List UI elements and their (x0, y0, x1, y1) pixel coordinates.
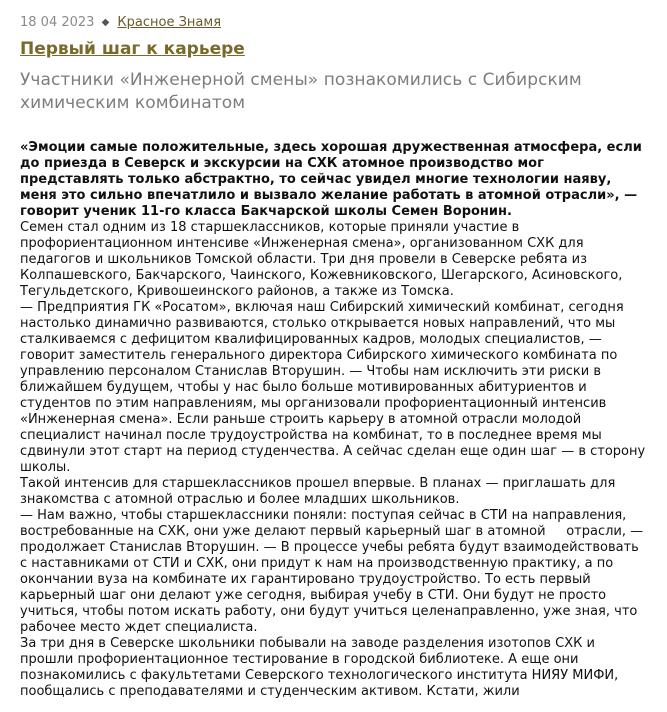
publish-date: 18 04 2023 (20, 15, 95, 30)
article-meta (20, 15, 647, 31)
article-paragraph: — Нам важно, чтобы старшеклассники поняли: поступая сейчас в СТИ на направления, востребованные на СХК, они уже делают первый карьерный шаг в атомной отрасли, — продолжает Станислав Вторушин. — В процессе учебы ребята будут взаимодействовать с наставниками от СТИ и СХК, они придут к нам на производственную практику, а по окончании вуза на комбинате их гарантировано трудоустройство. То есть первый карьерный шаг они делают уже сегодня, выбирая учебу в СТИ. Они будут не просто учиться, чтобы потом искать работу, они будут учиться целенаправленно, уже зная, что рабочее место ждет специалиста. (20, 508, 648, 635)
article-paragraph: За три дня в Северске школьники побывали на заводе разделения изотопов СХК и прошли профориентационное тестирование в городской библиотеке. А еще они познакомились с факультетами Северского технологического института НИЯУ МИФИ, пообщались с преподавателями и студенческим активом. Кстати, жили (20, 636, 619, 699)
article-paragraph: — Предприятия ГК «Росатом», включая наш Сибирский химический комбинат, сегодня настолько динамично развиваются, столько открывается новых направлений, что мы сталкиваемся с дефицитом квалифицированных кадров, молодых специалистов, — говорит заместитель генерального директора Сибирского химического комбината по управлению персоналом Станислав Вторушин. — Чтобы нам исключить эти риски в ближайшем будущем, чтобы у нас было больше мотивированных абитуриентов и студентов по этим направлениям, мы организовали профориентационный интенсив «Инженерная смена». Если раньше строить карьеру в атомной отрасли молодой специалист начинал после трудоустройства на комбинат, то в последнее время мы сдвинули этот старт на период студенчества. А сейчас сделан еще один шаг — в сторону школы. (20, 300, 646, 475)
article-title[interactable]: Первый шаг к карьере (20, 39, 245, 59)
article-paragraph: Семен стал одним из 18 старшеклассников, которые приняли участие в профориентационном интенсиве «Инженерная смена», организованном СХК для педагогов и школьников Томской области. Три дня провели в Северске ребята из Колпашевского, Бакчарского, Чаинского, Кожевниковского, Шегарского, Асиновского, Тегульдетского, Кривошеинского районов, а также из Томска. (20, 220, 623, 299)
diamond-separator-icon: ◆ (101, 17, 110, 28)
article-body (20, 220, 647, 700)
article-subtitle: Участники «Инженерной смены» познакомились с Сибирским химическим комбинатом (20, 70, 582, 113)
source-link[interactable]: Красное Знамя (117, 15, 222, 30)
article-lead: «Эмоции самые положительные, здесь хорошая дружественная атмосфера, если до приезда в Северск и экскурсии на СХК атомное производство мог представлять только абстрактно, то сейчас увидел многие технологии наяву, меня это сильно впечатлило и вызвало желание работать в атомной отрасли», — говорит ученик 11-го класса Бакчарской школы Семен Воронин. (20, 140, 642, 219)
article-paragraph: Такой интенсив для старшеклассников прошел впервые. В планах — приглашать для знакомства с атомной отраслью и более младших школьников. (20, 476, 616, 507)
